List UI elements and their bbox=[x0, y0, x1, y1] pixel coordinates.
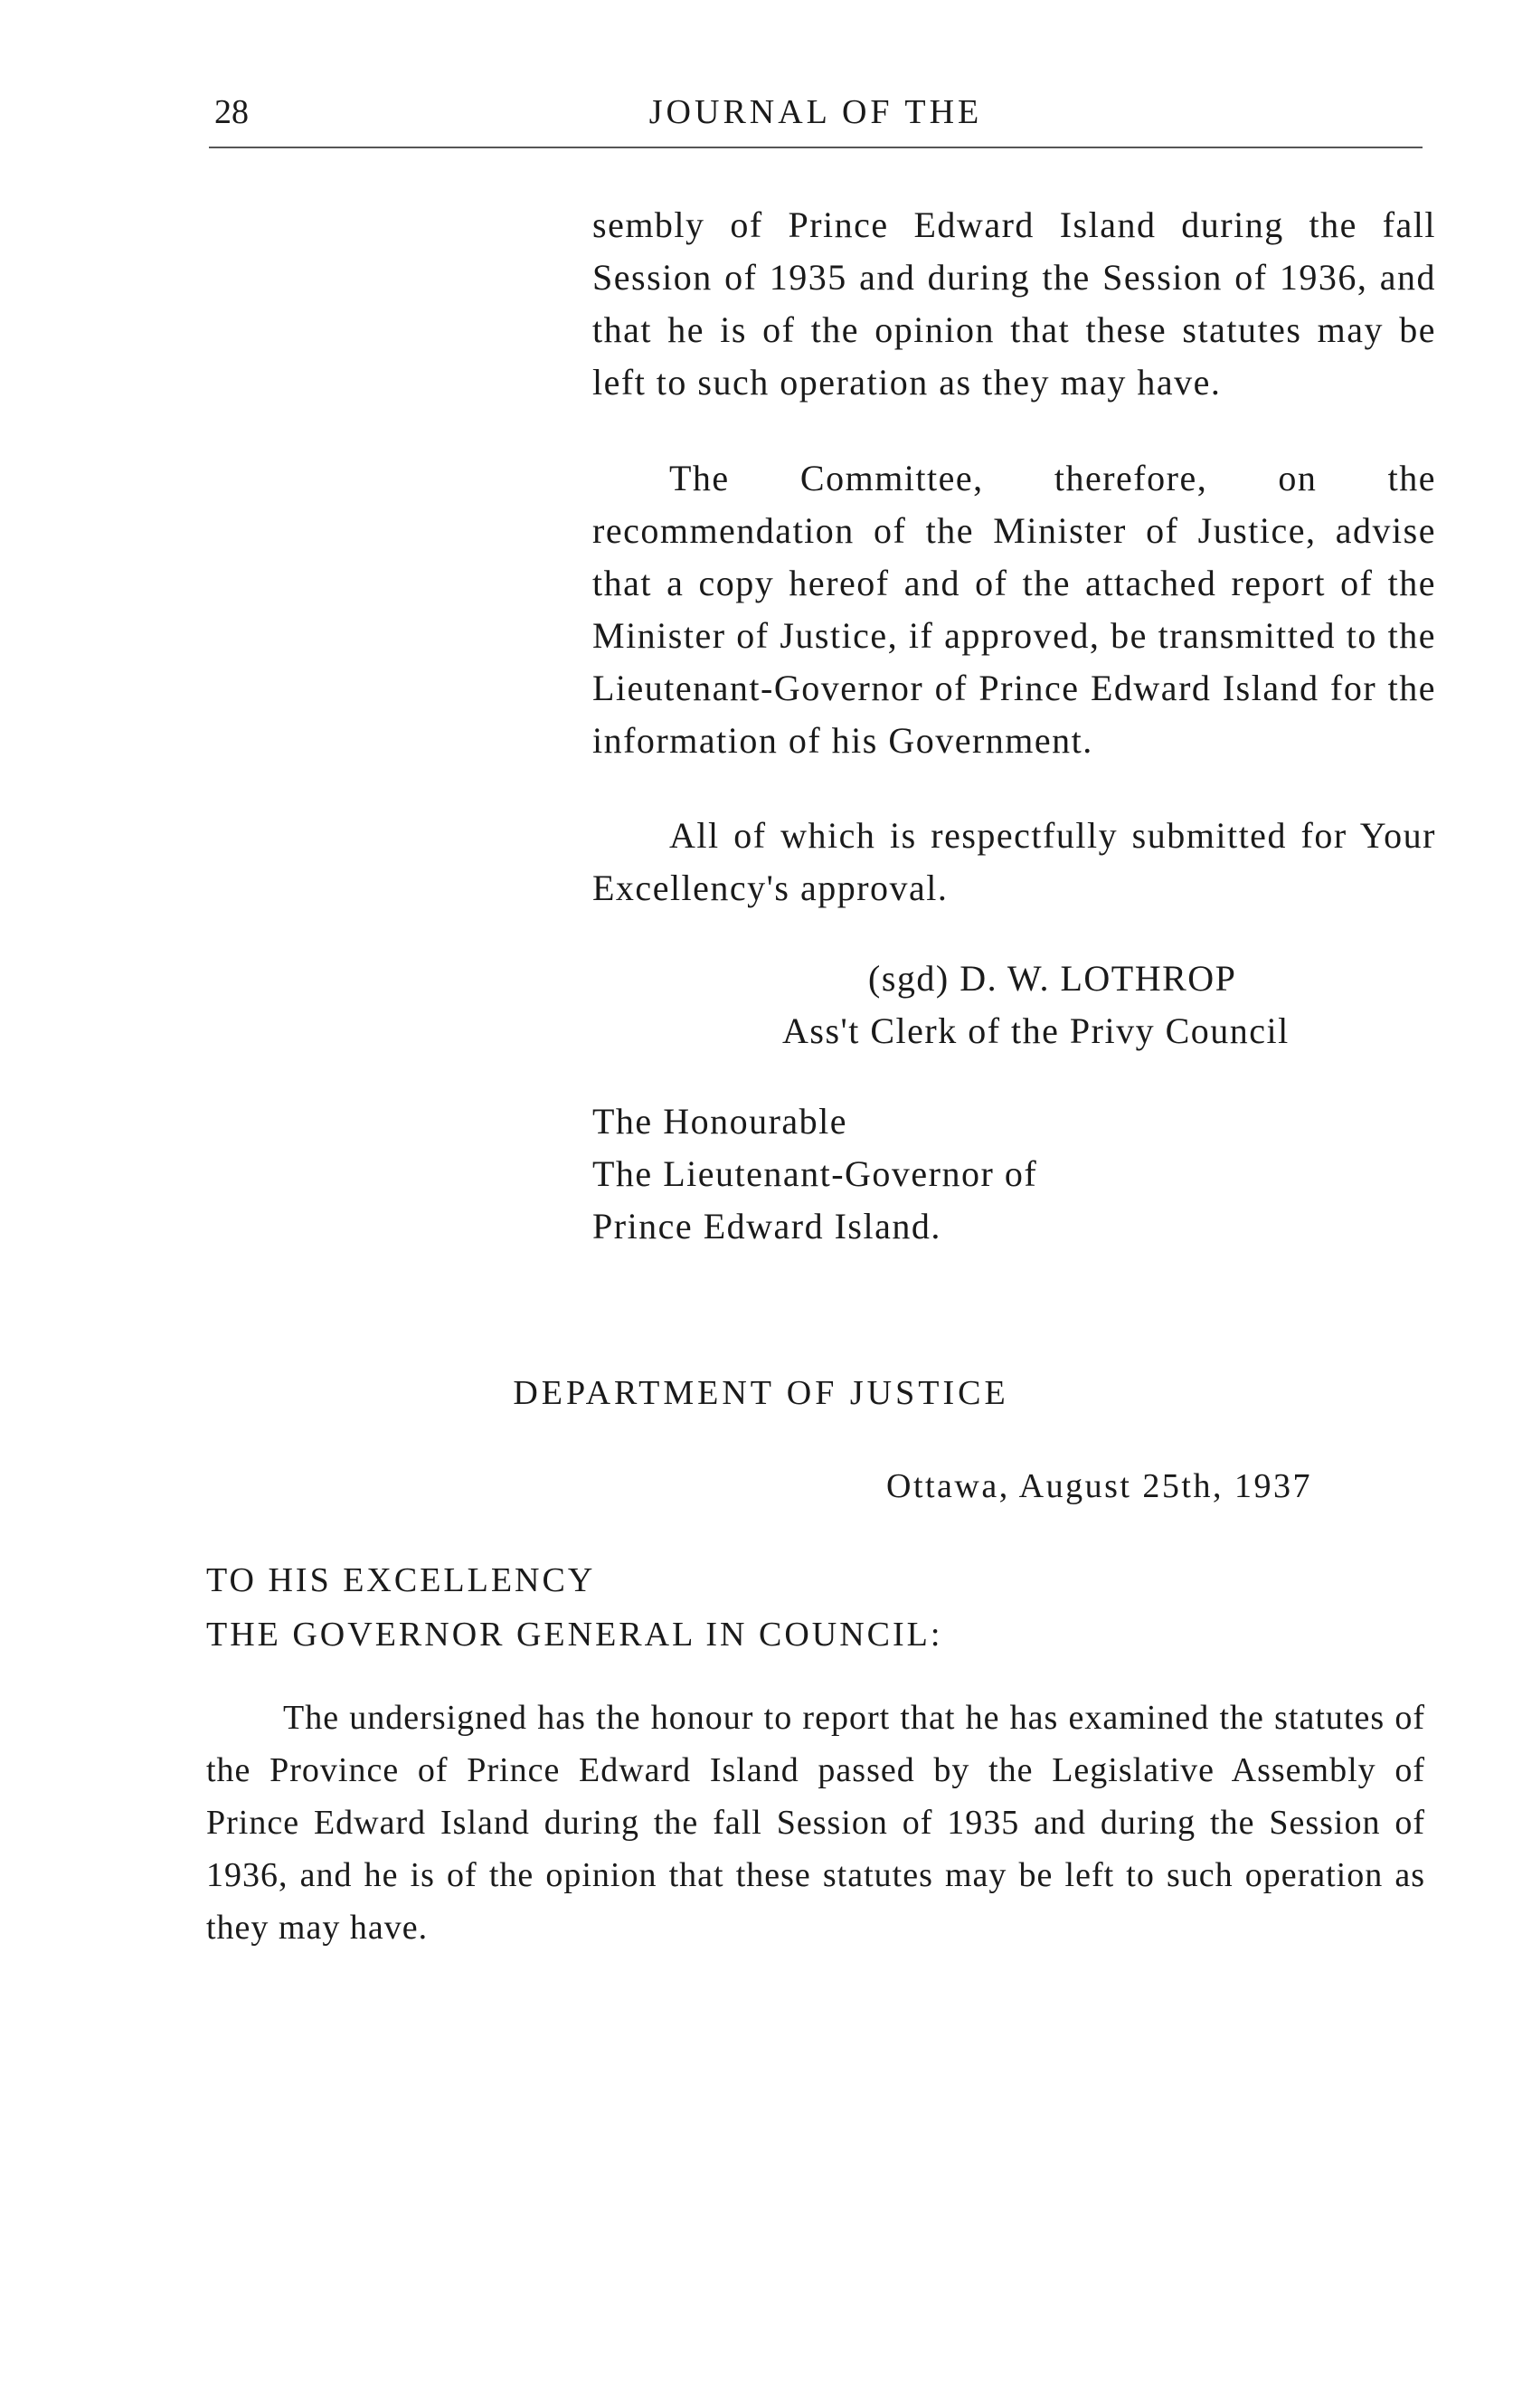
paragraph-text: The Committee, therefore, on the recommendation of the Minister of Justice, advise that a copy hereof and of the attached report of the Minister of Justice, if approved, be transmitted to the Lieutenant-Governor of Prince Edward Island for the information of his Government. bbox=[592, 458, 1436, 761]
page-header bbox=[209, 90, 1423, 147]
address-line: The Honourable bbox=[592, 1101, 848, 1142]
addressee-line: THE GOVERNOR GENERAL IN COUNCIL: bbox=[206, 1616, 943, 1654]
signature-name: (sgd) D. W. LOTHROP bbox=[868, 958, 1237, 999]
running-head: JOURNAL OF THE bbox=[648, 93, 983, 131]
continuation-paragraph bbox=[592, 199, 1436, 409]
dateline: Ottawa, August 25th, 1937 bbox=[886, 1467, 1312, 1505]
header-rule bbox=[209, 147, 1423, 148]
recipient-address bbox=[592, 1095, 1037, 1253]
committee-paragraph bbox=[592, 452, 1436, 767]
paragraph-text: sembly of Prince Edward Island during the fall Session of 1935 and during the Session of 1936, and that he is of the opinion that these statutes may be left to such operation as they may have. bbox=[592, 204, 1436, 403]
signature-title: Ass't Clerk of the Privy Council bbox=[782, 1010, 1290, 1051]
section-heading: DEPARTMENT OF JUSTICE bbox=[513, 1374, 1009, 1412]
address-line: Prince Edward Island. bbox=[592, 1206, 941, 1247]
report-body: The undersigned has the honour to report that he has examined the statutes of the Province of Prince Edward Island passed by the Legislative Assembly of Prince Edward Island during the fall Session of 1935 and during the Session of 1936, and he is of the opinion that these statutes may be left to such operation as they may have. bbox=[206, 1699, 1425, 1947]
addressee-line: TO HIS EXCELLENCY bbox=[206, 1561, 596, 1599]
paragraph-text: All of which is respectfully submitted for Your Excellency's approval. bbox=[592, 815, 1436, 908]
page-number: 28 bbox=[214, 93, 249, 131]
submission-paragraph bbox=[592, 810, 1436, 915]
addressee-block bbox=[206, 1553, 942, 1662]
address-line: The Lieutenant-Governor of bbox=[592, 1153, 1038, 1194]
